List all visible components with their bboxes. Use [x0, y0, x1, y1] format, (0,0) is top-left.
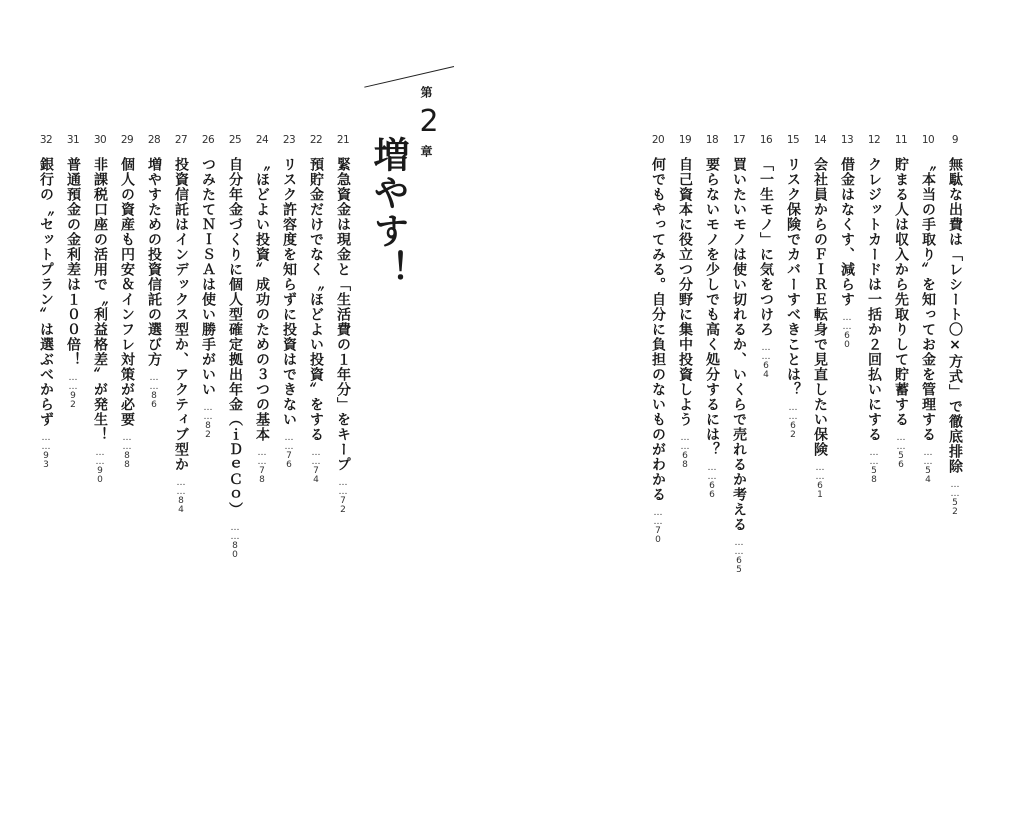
toc-item[interactable] [862, 133, 886, 484]
toc-item[interactable] [250, 133, 274, 484]
item-number: 13 [840, 134, 854, 146]
chapter-title: 増やす！ [368, 136, 409, 288]
toc-item[interactable] [115, 133, 139, 469]
item-title: 無駄な出費は「レシート〇×方式」で徹底排除 [947, 157, 963, 474]
item-page: ……74 [311, 448, 321, 484]
toc-item[interactable] [835, 133, 859, 349]
toc-item[interactable] [88, 133, 112, 484]
item-number: 18 [705, 134, 719, 146]
item-title: 会社員からのＦＩＲＥ転身で見直したい保険 [812, 157, 828, 457]
item-number: 22 [309, 134, 323, 146]
item-title: 自己資本に役立つ分野に集中投資しよう [677, 157, 693, 427]
item-number: 11 [894, 134, 908, 146]
item-title: 自分年金づくりに個人型確定拠出年金（ｉＤｅＣｏ） [227, 157, 243, 517]
toc-item[interactable] [754, 133, 778, 379]
item-page: ……58 [869, 448, 879, 484]
item-number: 26 [201, 134, 215, 146]
chapter-number: 2 [419, 104, 439, 139]
item-number: 32 [39, 134, 53, 146]
item-number: 27 [174, 134, 188, 146]
toc-item[interactable] [169, 133, 193, 514]
item-title: 銀行の〝セットプラン〟は選ぶべからず [38, 157, 54, 427]
toc-item[interactable] [34, 133, 58, 469]
toc-item[interactable] [781, 133, 805, 439]
item-title: クレジットカードは一括か２回払いにする [866, 157, 882, 442]
item-title: リスク保険でカバーすべきことは？ [785, 157, 801, 397]
item-number: 25 [228, 134, 242, 146]
toc-item[interactable] [223, 133, 247, 559]
item-title: 貯まる人は収入から先取りして貯蓄する [893, 157, 909, 427]
item-title: 「一生モノ」に気をつけろ [758, 157, 774, 337]
item-title: 何でもやってみる。自分に負担のないものがわかる [650, 157, 666, 502]
item-number: 9 [951, 134, 959, 146]
item-page: ……65 [734, 538, 744, 574]
item-number: 23 [282, 134, 296, 146]
item-number: 19 [678, 134, 692, 146]
item-page: ……76 [284, 433, 294, 469]
item-page: ……88 [122, 433, 132, 469]
item-number: 29 [120, 134, 134, 146]
item-page: ……62 [788, 403, 798, 439]
item-title: 預貯金だけでなく〝ほどよい投資〟をする [308, 157, 324, 442]
item-page: ……60 [842, 313, 852, 349]
item-page: ……93 [41, 433, 51, 469]
item-page: ……61 [815, 463, 825, 499]
item-number: 31 [66, 134, 80, 146]
toc-item[interactable] [727, 133, 751, 574]
toc-item[interactable] [808, 133, 832, 499]
item-number: 20 [651, 134, 665, 146]
item-number: 24 [255, 134, 269, 146]
toc-item[interactable] [61, 133, 85, 409]
item-number: 14 [813, 134, 827, 146]
item-title: 非課税口座の活用で〝利益格差〟が発生！ [92, 157, 108, 442]
item-page: ……92 [68, 373, 78, 409]
toc-item[interactable] [700, 133, 724, 499]
item-page: ……86 [149, 373, 159, 409]
item-title: リスク許容度を知らずに投資はできない [281, 157, 297, 427]
item-page: ……64 [761, 343, 771, 379]
item-page: ……54 [923, 448, 933, 484]
item-title: 緊急資金は現金と「生活費の１年分」をキープ [335, 157, 351, 472]
item-title: 〝ほどよい投資〟成功のための３つの基本 [254, 157, 270, 442]
chapter-label-sho: 章 [419, 145, 433, 157]
toc-item[interactable] [277, 133, 301, 469]
item-page: ……66 [707, 463, 717, 499]
item-title: 買いたいモノは使い切れるか、いくらで売れるか考える [731, 157, 747, 532]
item-page: ……56 [896, 433, 906, 469]
item-page: ……52 [950, 480, 960, 516]
item-title: 要らないモノを少しでも高く処分するには？ [704, 157, 720, 457]
item-page: ……90 [95, 448, 105, 484]
item-number: 17 [732, 134, 746, 146]
toc-item[interactable] [889, 133, 913, 469]
toc-item[interactable] [916, 133, 940, 484]
item-page: ……78 [257, 448, 267, 484]
item-number: 16 [759, 134, 773, 146]
toc-item[interactable] [196, 133, 220, 439]
item-page: ……80 [230, 523, 240, 559]
item-title: 普通預金の金利差は１００倍！ [65, 157, 81, 367]
toc-item[interactable] [943, 133, 967, 516]
item-title: 投資信託はインデックス型か、アクティブ型か [173, 157, 189, 472]
item-title: 〝本当の手取り〟を知ってお金を管理する [920, 157, 936, 442]
item-title: 個人の資産も円安＆インフレ対策が必要 [119, 157, 135, 427]
item-number: 12 [867, 134, 881, 146]
item-title: 借金はなくす、減らす [839, 157, 855, 307]
item-title: 増やすための投資信託の選び方 [146, 157, 162, 367]
item-number: 28 [147, 134, 161, 146]
toc-item[interactable] [673, 133, 697, 469]
item-page: ……68 [680, 433, 690, 469]
item-number: 10 [921, 134, 935, 146]
item-number: 30 [93, 134, 107, 146]
toc-item[interactable] [646, 133, 670, 544]
item-number: 21 [336, 134, 350, 146]
item-number: 15 [786, 134, 800, 146]
toc-item[interactable] [331, 133, 355, 514]
toc-item[interactable] [142, 133, 166, 409]
item-page: ……72 [338, 478, 348, 514]
item-page: ……84 [176, 478, 186, 514]
item-title: つみたてＮＩＳＡは使い勝手がいい [200, 157, 216, 397]
toc-item[interactable] [304, 133, 328, 484]
chapter-label-dai: 第 [419, 86, 433, 98]
item-page: ……70 [653, 508, 663, 544]
chapter-divider-line [364, 66, 454, 88]
item-page: ……82 [203, 403, 213, 439]
